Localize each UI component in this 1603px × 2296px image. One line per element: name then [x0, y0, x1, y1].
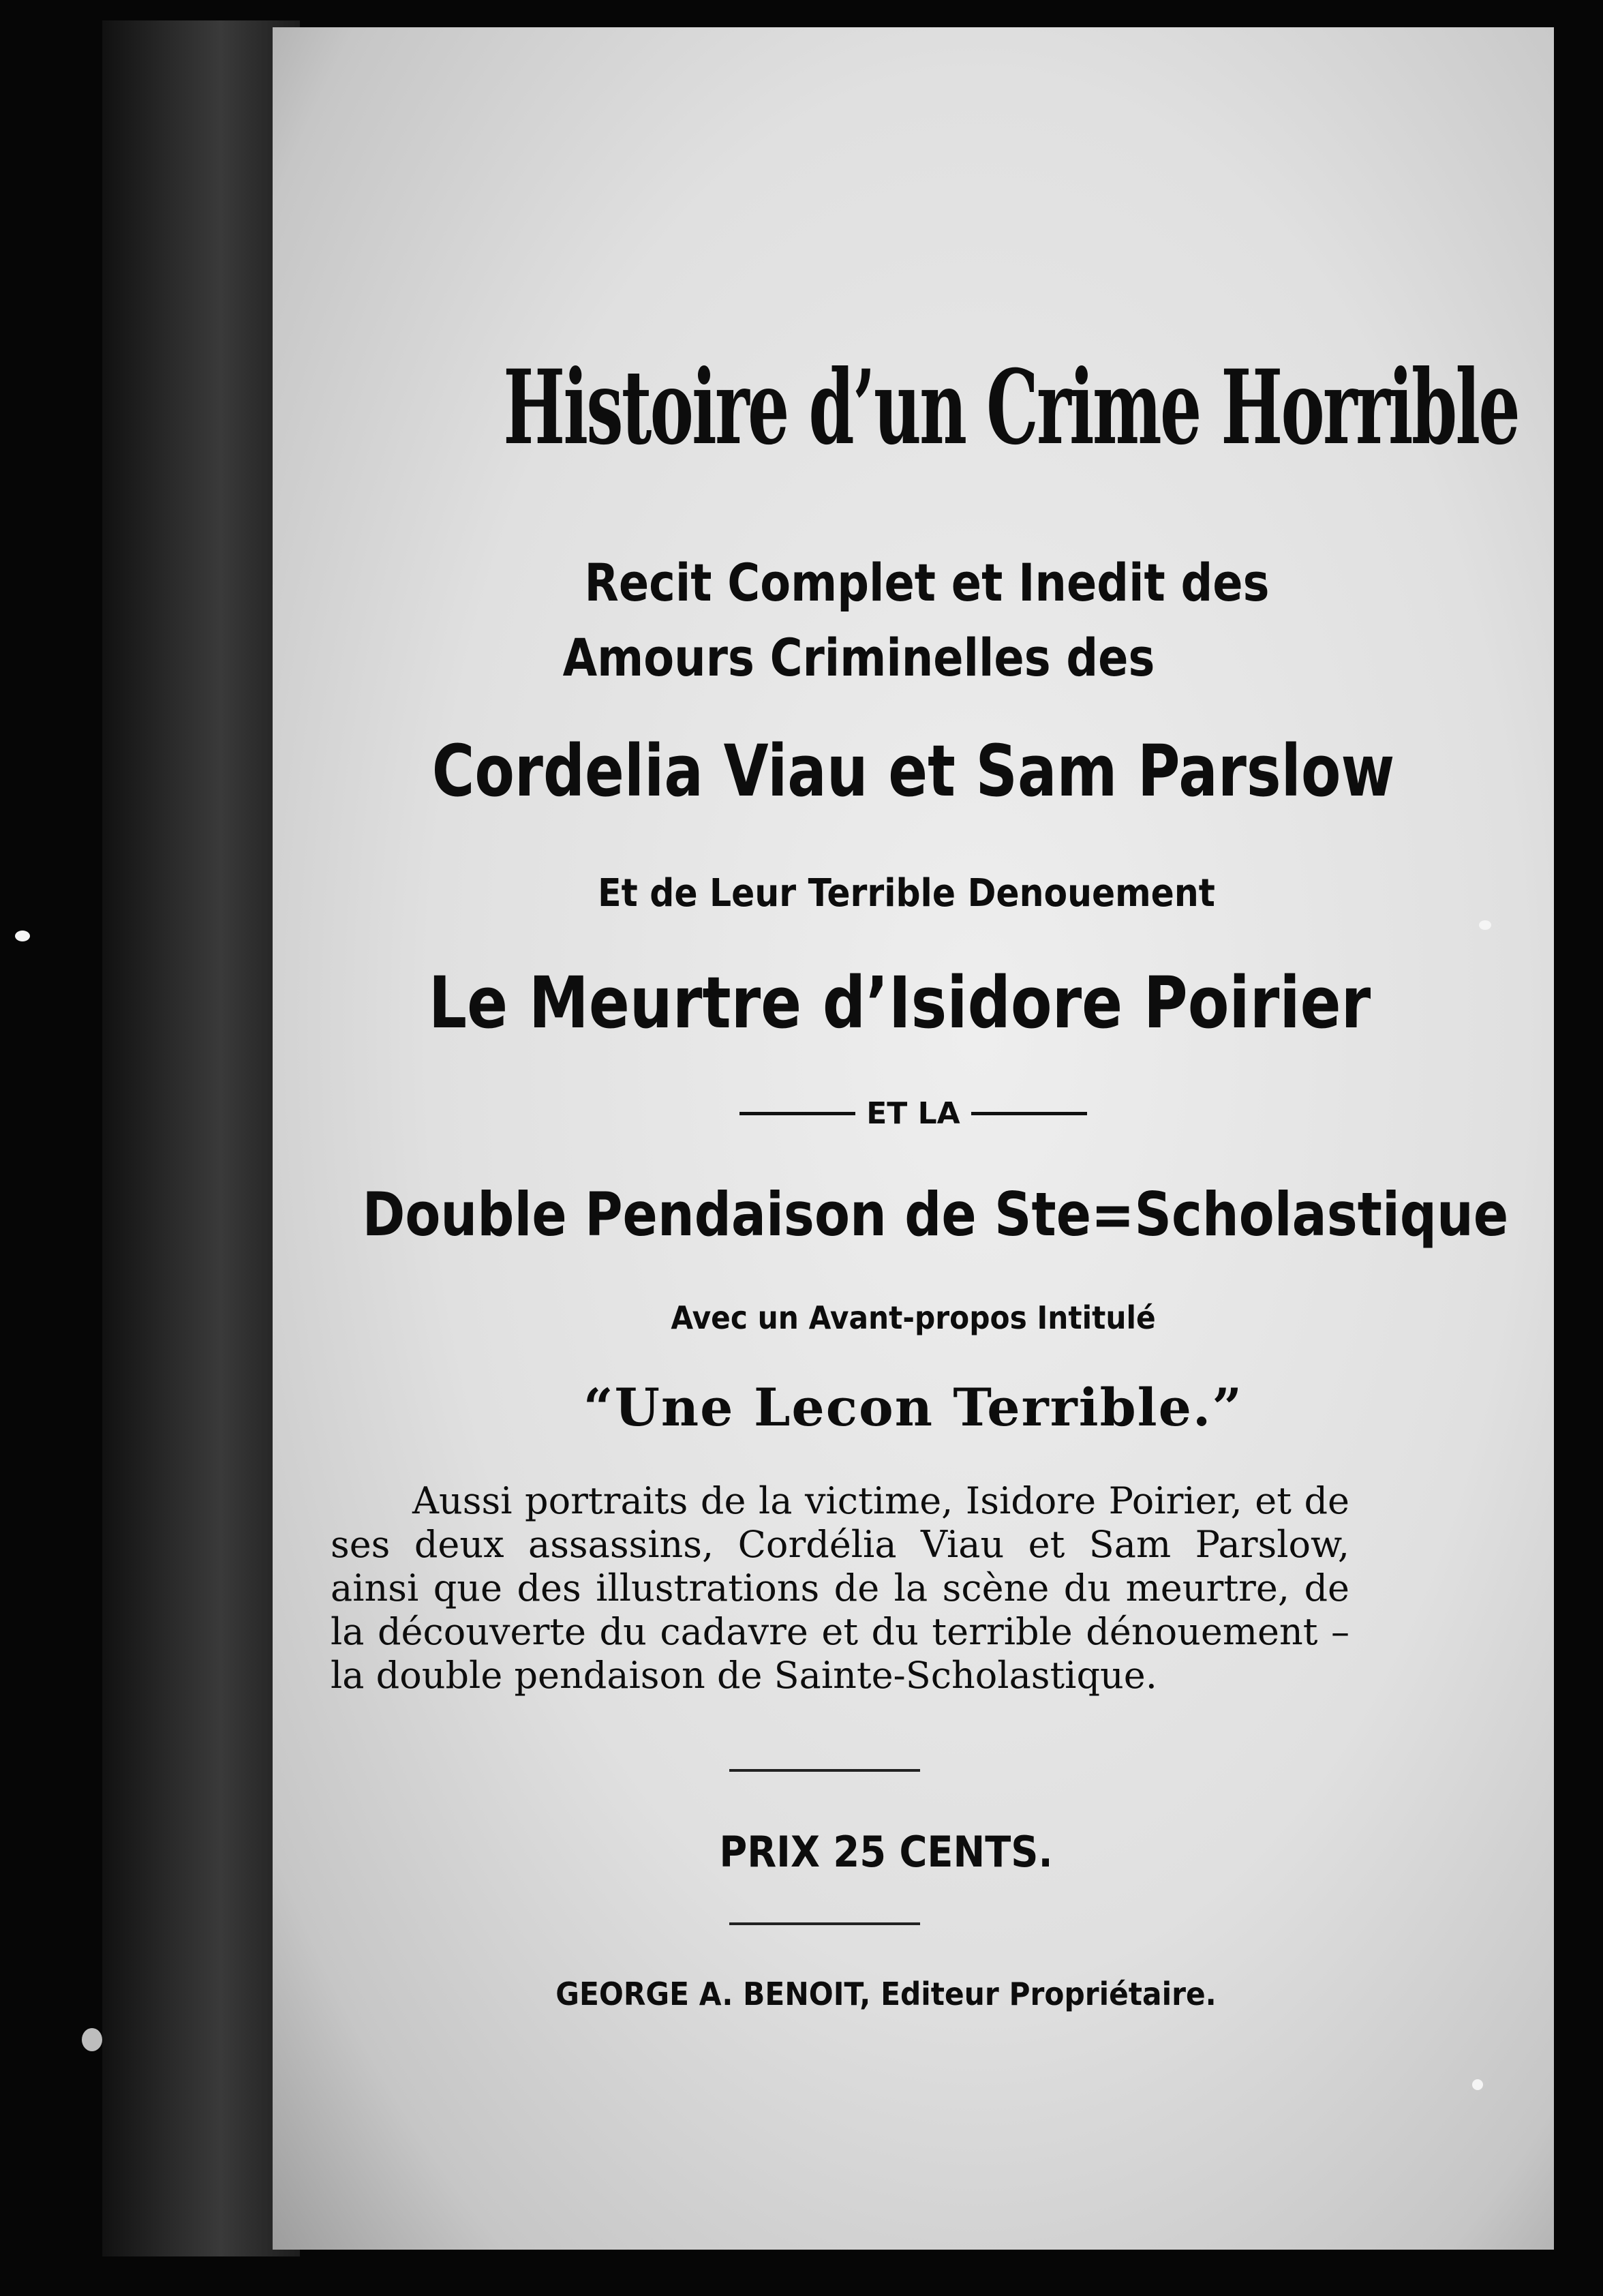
- price-line: PRIX 25 CENTS.: [719, 1827, 1053, 1877]
- title-page: [273, 27, 1554, 2250]
- et-la-label: ET LA: [866, 1096, 960, 1131]
- separator-rule-top: [729, 1769, 920, 1772]
- foreword-intro: Avec un Avant-propos Intitulé: [671, 1299, 1156, 1336]
- subtitle-line-2: Amours Criminelles des: [562, 627, 1155, 688]
- divider-rule-left: [739, 1112, 855, 1115]
- separator-rule-bottom: [729, 1922, 920, 1925]
- paper-speck: [15, 931, 30, 941]
- murder-heading: Le Meurtre d’Isidore Poirier: [428, 961, 1371, 1044]
- publisher-line: GEORGE A. BENOIT, Editeur Propriétaire.: [555, 1976, 1217, 2012]
- et-la-divider: [273, 1096, 1554, 1131]
- names-heading: Cordelia Viau et Sam Parslow: [431, 729, 1395, 813]
- hanging-heading: Double Pendaison de Ste=Scholastique: [362, 1179, 1509, 1250]
- subtitle-line-1: Recit Complet et Inedit des: [584, 552, 1270, 613]
- paper-speck: [1472, 2079, 1483, 2090]
- foreword-title: “Une Lecon Terrible.”: [583, 1377, 1244, 1438]
- divider-rule-right: [971, 1112, 1087, 1115]
- description-text: Aussi portraits de la victime, Isidore Poirier, et de ses deux assassins, Cordélia Viau et Sam Parslow, ainsi que des illustrations de la scène du meurtre, de la découverte du cadavre et du terrible dénouement – la double pendaison de Sainte-Scholastique.: [331, 1479, 1349, 1697]
- paper-speck: [82, 2028, 102, 2051]
- denouement-line: Et de Leur Terrible Denouement: [598, 871, 1215, 916]
- book-spine: [102, 20, 300, 2256]
- description-paragraph: [331, 1479, 1349, 1697]
- paper-speck: [1479, 920, 1491, 930]
- main-title: Histoire d’un Crime Horrible: [503, 348, 1518, 468]
